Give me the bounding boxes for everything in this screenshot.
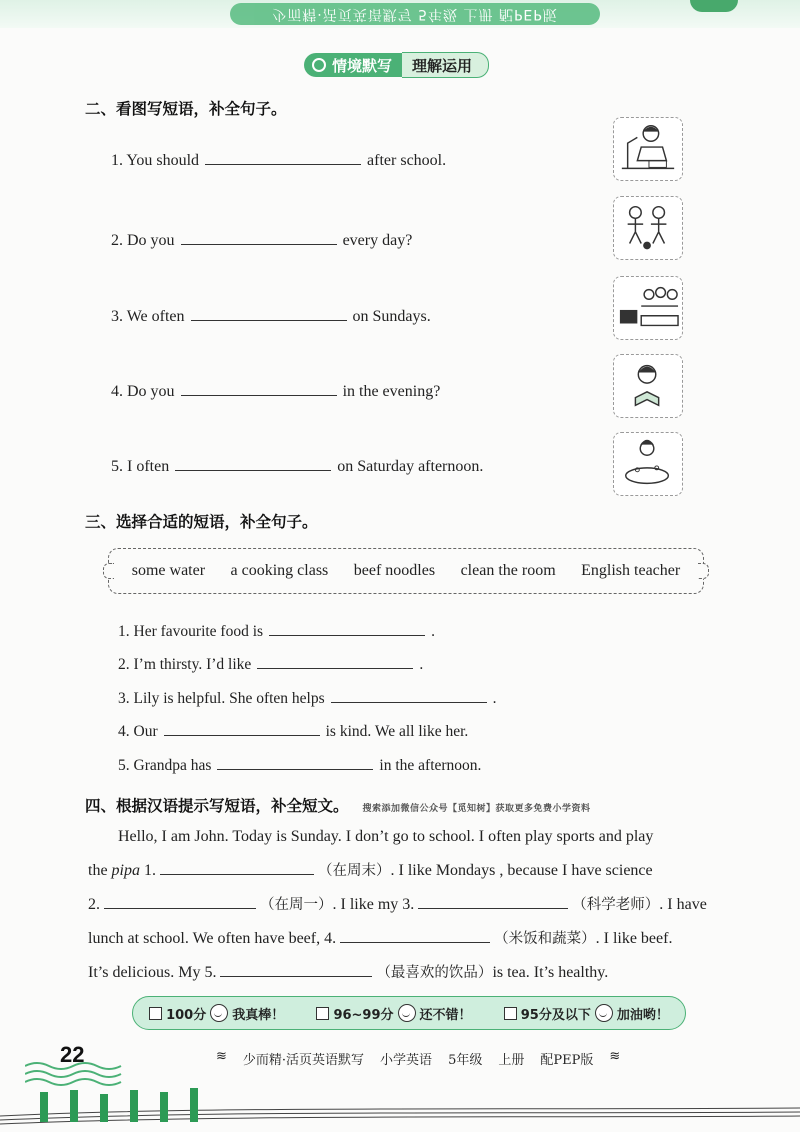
- answer-blank[interactable]: [331, 688, 487, 703]
- answer-blank[interactable]: [418, 894, 568, 909]
- section2-item-1: 1. You should after school.: [111, 152, 447, 169]
- edition: 配PEP版: [540, 1053, 594, 1068]
- section4-heading-row: [85, 794, 591, 816]
- score-option-95-below[interactable]: 95分及以下 加油哟！: [504, 1004, 669, 1023]
- passage-line: It’s delicious. My 5. （最喜欢的饮品） is tea. It’s healthy.: [88, 964, 609, 981]
- answer-blank[interactable]: [220, 962, 372, 977]
- word-bank-item: English teacher: [581, 562, 681, 579]
- checkbox-icon[interactable]: [316, 1007, 329, 1020]
- girl-washing-clothes-icon: [613, 432, 683, 496]
- answer-blank[interactable]: [181, 230, 337, 245]
- checkbox-icon[interactable]: [504, 1007, 517, 1020]
- cheer-face-icon: [595, 1004, 613, 1022]
- section2-heading: 二、看图写短语，补全句子。: [85, 100, 287, 118]
- answer-blank[interactable]: [160, 860, 314, 875]
- book-title: 少而精·活页英语默写: [242, 1053, 365, 1068]
- answer-blank[interactable]: [340, 928, 490, 943]
- section2-item-3: 3. We often on Sundays.: [111, 308, 431, 325]
- section3-item-1: 1. Her favourite food is .: [118, 623, 435, 640]
- flower-icon: [312, 58, 326, 72]
- answer-blank[interactable]: [164, 721, 320, 736]
- section3-item-4: 4. Our is kind. We all like her.: [118, 723, 469, 740]
- word-bank: [108, 548, 704, 594]
- answer-blank[interactable]: [205, 150, 361, 165]
- passage-line: Hello, I am John. Today is Sunday. I don’t go to school. I often play sports and play: [118, 828, 654, 845]
- word-bank-item: clean the room: [460, 562, 556, 579]
- answer-blank[interactable]: [191, 306, 347, 321]
- family-watching-tv-icon: [613, 276, 683, 340]
- banner-right-label: 理解运用: [402, 52, 489, 78]
- top-band: [0, 0, 800, 28]
- section3-item-3: 3. Lily is helpful. She often helps .: [118, 690, 497, 707]
- section3-heading: 三、选择合适的短语，补全句子。: [85, 513, 318, 531]
- leaf-decoration-icon: [690, 0, 738, 12]
- section-banner: [304, 52, 489, 78]
- score-option-100[interactable]: 100分 我真棒！: [149, 1004, 284, 1023]
- answer-blank[interactable]: [181, 381, 337, 396]
- boy-reading-book-icon: [613, 354, 683, 418]
- section3-item-5: 5. Grandpa has in the afternoon.: [118, 757, 482, 774]
- subject: 小学英语: [380, 1053, 433, 1068]
- word-bank-item: beef noodles: [353, 562, 436, 579]
- kids-playing-football-icon: [613, 196, 683, 260]
- wave-icon: ≋: [609, 1049, 621, 1064]
- passage-line: 2. （在周一） . I like my 3. （科学老师） . I have: [88, 896, 707, 913]
- watermark-text: 搜索添加微信公众号【觅知树】获取更多免费小学资料: [362, 804, 591, 814]
- wave-icon: ≋: [216, 1049, 227, 1064]
- passage: [88, 820, 728, 990]
- boy-doing-homework-icon: [613, 117, 683, 181]
- score-option-96-99[interactable]: 96~99分 还不错！: [316, 1004, 471, 1023]
- passage-line: the pipa 1. （在周末） . I like Mondays , because I have science: [88, 862, 653, 879]
- banner-left-label: 情境默写: [332, 56, 393, 75]
- answer-blank[interactable]: [217, 755, 373, 770]
- answer-blank[interactable]: [104, 894, 256, 909]
- checkbox-icon[interactable]: [149, 1007, 162, 1020]
- page-number: 22: [60, 1042, 85, 1067]
- running-title: 少而精·活页英语默写 5年级 上册 配PEP版: [230, 3, 600, 25]
- passage-line: lunch at school. We often have beef, 4. （米饭和蔬菜） . I like beef.: [88, 930, 673, 947]
- footer-info: [216, 1049, 620, 1068]
- section3-item-2: 2. I’m thirsty. I’d like .: [118, 656, 424, 673]
- answer-blank[interactable]: [257, 654, 413, 669]
- smiley-face-icon: [210, 1004, 228, 1022]
- section2-item-2: 2. Do you every day?: [111, 232, 413, 249]
- score-bar: [132, 996, 686, 1030]
- grade: 5年级: [448, 1053, 483, 1068]
- bottom-grass-decoration-icon: [0, 1080, 800, 1132]
- section2-item-4: 4. Do you in the evening?: [111, 383, 441, 400]
- answer-blank[interactable]: [175, 456, 331, 471]
- word-bank-item: some water: [131, 562, 206, 579]
- smiley-face-icon: [398, 1004, 416, 1022]
- answer-blank[interactable]: [269, 621, 425, 636]
- section4-heading: 四、根据汉语提示写短语，补全短文。: [85, 797, 349, 815]
- section2-item-5: 5. I often on Saturday afternoon.: [111, 458, 484, 475]
- word-bank-item: a cooking class: [230, 562, 329, 579]
- volume: 上册: [498, 1053, 525, 1068]
